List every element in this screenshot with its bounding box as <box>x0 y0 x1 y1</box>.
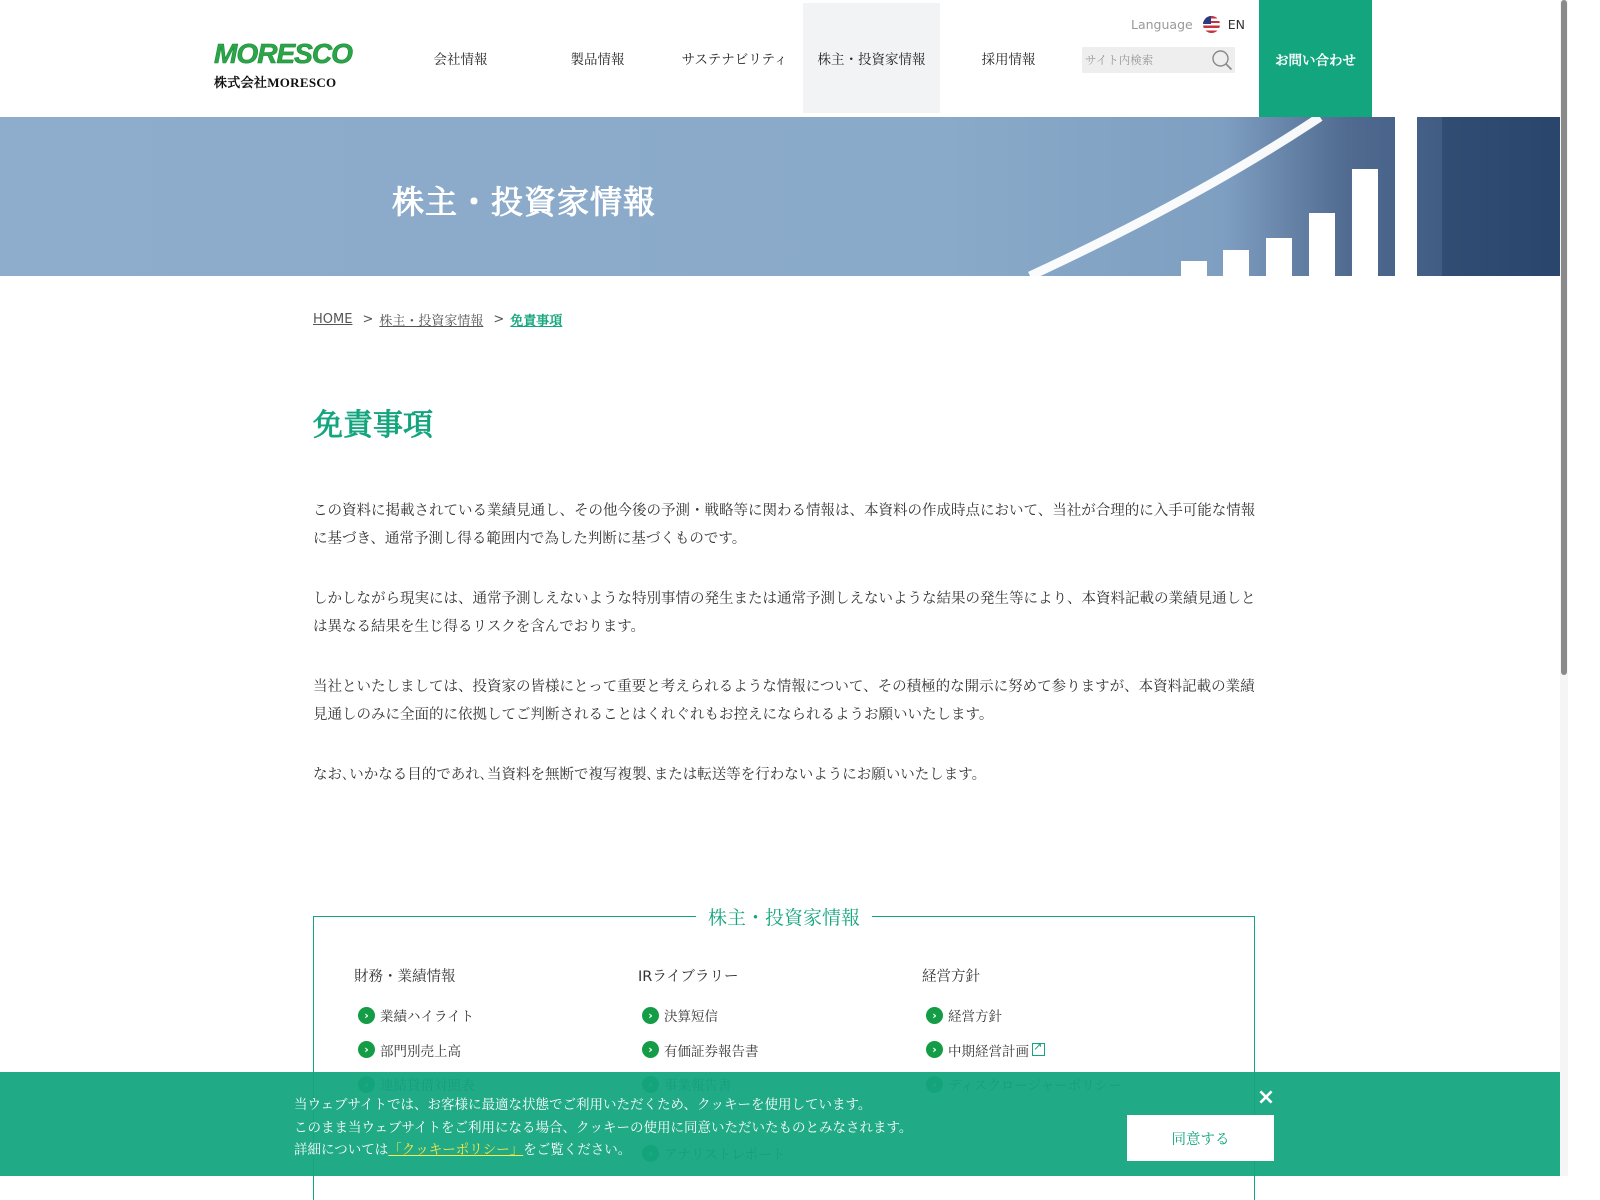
cookie-banner <box>0 1072 1568 1176</box>
language-label: Language <box>1131 17 1193 32</box>
cookie-line <box>294 1139 912 1162</box>
page-title: 免責事項 <box>313 408 433 443</box>
cookie-line: このまま当ウェブサイトをご利用になる場合、クッキーの使用に同意いただいたものとみなされます。 <box>294 1119 913 1136</box>
nav-company[interactable]: 会社情報 <box>433 52 488 68</box>
moresco-logo[interactable] <box>214 41 354 90</box>
chevron-right-icon: › <box>358 1007 375 1024</box>
disclaimer-paragraph: 当社といたしましては、投資家の皆様にとって重要と考えられるような情報について、その積極的な開示に努めて参りますが、本資料記載の業績見通しのみに全面的に依拠してご判断されることはくれぐれもお控えになられるようお願いいたします。 <box>313 679 1255 723</box>
site-search <box>1082 47 1235 73</box>
ir-link[interactable] <box>354 1033 624 1068</box>
search-icon[interactable] <box>1211 49 1233 71</box>
nav-recruit[interactable]: 採用情報 <box>981 52 1036 68</box>
us-flag-icon <box>1203 16 1220 33</box>
chevron-right-icon: › <box>926 1007 943 1024</box>
chevron-right-icon: › <box>642 1007 659 1024</box>
growth-chart-graphic <box>0 117 1568 276</box>
disclaimer-paragraph: しかしながら現実には、通常予測しえないような特別事情の発生または通常予測しえないような結果の発生等により、本資料記載の業績見通しとは異なる結果を生じ得るリスクを含んでおります。 <box>313 591 1256 635</box>
cookie-line-prefix: 詳細については <box>294 1142 389 1158</box>
ir-box-title: 株主・投資家情報 <box>696 903 872 930</box>
language-code[interactable]: EN <box>1227 17 1245 32</box>
ir-link-label: 有価証券報告書 <box>664 1043 759 1060</box>
ir-column-heading: 経営方針 <box>922 969 980 985</box>
site-header <box>0 0 1560 117</box>
cookie-line-suffix: をご覧ください。 <box>523 1142 632 1158</box>
language-switch[interactable] <box>1131 16 1245 33</box>
ir-column-heading: 財務・業績情報 <box>354 969 456 985</box>
ir-link-label: 部門別売上高 <box>380 1043 461 1060</box>
nav-products[interactable]: 製品情報 <box>570 52 625 68</box>
chevron-right-icon: › <box>642 1041 659 1058</box>
ir-link-label: 決算短信 <box>664 1009 718 1026</box>
external-link-icon <box>1032 1043 1045 1056</box>
disclaimer-body <box>313 497 1258 821</box>
disclaimer-paragraph: この資料に掲載されている業績見通し、その他今後の予測・戦略等に関わる情報は、本資料の作成時点において、当社が合理的に入手可能な情報に基づき、通常予測し得る範囲内で為した判断に基づくものです。 <box>313 503 1256 547</box>
disclaimer-paragraph: なお､いかなる目的であれ､当資料を無断で複写複製､または転送等を行わないようにお願いいたします。 <box>313 767 987 783</box>
logo-company-name: 株式会社MORESCO <box>214 75 337 90</box>
moresco-logo-mark <box>214 41 354 67</box>
breadcrumb <box>313 310 562 329</box>
search-input[interactable] <box>1085 53 1207 67</box>
ir-column-heading: IRライブラリー <box>638 969 739 985</box>
ir-link[interactable] <box>922 1033 1192 1068</box>
breadcrumb-investors[interactable]: 株主・投資家情報 <box>379 314 484 329</box>
close-icon[interactable]: × <box>1256 1084 1276 1110</box>
main-nav <box>392 3 1077 113</box>
ir-link-label: 中期経営計画 <box>948 1043 1029 1060</box>
hero-banner <box>0 117 1568 276</box>
ir-link[interactable] <box>354 998 624 1033</box>
ir-link[interactable] <box>638 998 908 1033</box>
contact-button[interactable]: お問い合わせ <box>1259 0 1372 117</box>
breadcrumb-home[interactable]: HOME <box>313 312 353 327</box>
chevron-right-icon: › <box>926 1041 943 1058</box>
cookie-message <box>294 1094 912 1162</box>
cookie-line: 当ウェブサイトでは、お客様に最適な状態でご利用いただくため、クッキーを使用しています。 <box>294 1097 872 1113</box>
ir-link-label: 業績ハイライト <box>380 1009 475 1026</box>
ir-link-label: 経営方針 <box>948 1009 1002 1026</box>
nav-investors[interactable]: 株主・投資家情報 <box>803 3 940 113</box>
ir-link[interactable] <box>638 1033 908 1068</box>
svg-text:MORESCO: MORESCO <box>214 41 354 67</box>
breadcrumb-separator: > <box>493 312 505 327</box>
cookie-policy-link[interactable]: 「クッキーポリシー」 <box>388 1142 524 1158</box>
nav-sustainability[interactable]: サステナビリティ <box>681 52 788 68</box>
page-scrollbar[interactable] <box>1560 0 1568 1176</box>
breadcrumb-current[interactable]: 免責事項 <box>510 314 563 329</box>
chevron-right-icon: › <box>358 1041 375 1058</box>
scrollbar-thumb[interactable] <box>1561 0 1567 675</box>
hero-title: 株主・投資家情報 <box>392 183 657 221</box>
breadcrumb-separator: > <box>362 312 374 327</box>
ir-link[interactable] <box>922 998 1192 1033</box>
cookie-agree-button[interactable]: 同意する <box>1127 1115 1274 1161</box>
